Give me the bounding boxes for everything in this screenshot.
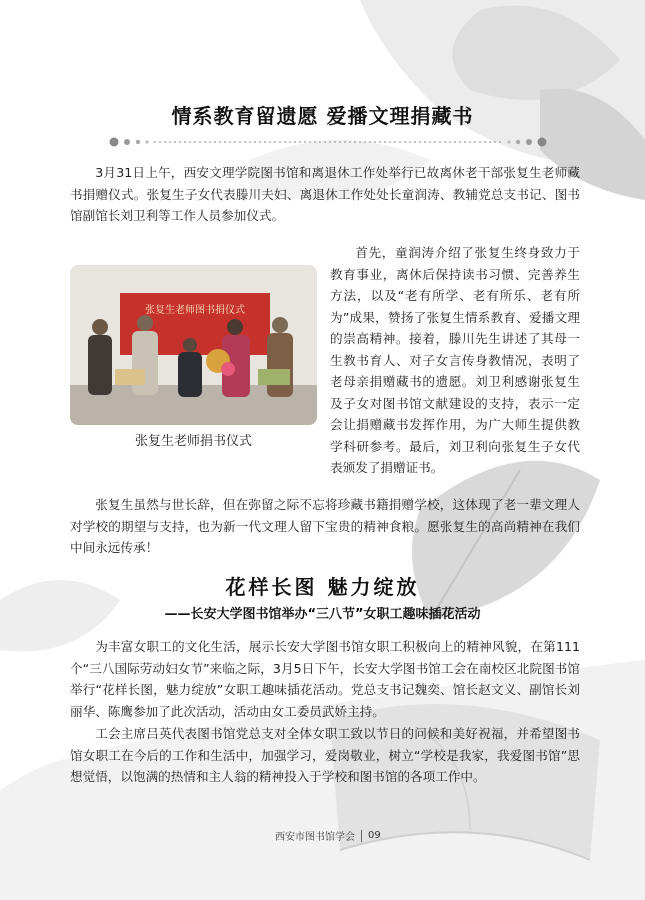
photo-banner-text: 张复生老师图书捐仪式 [145, 305, 245, 316]
page-footer [275, 828, 381, 843]
article2-paragraph-2: 工会主席吕英代表图书馆党总支对全体女职工致以节日的问候和美好祝福，并希望图书馆女职工在今后的工作和生活中，加强学习，爱岗敬业，树立“学校是我家，我爱图书馆”思想觉悟，以饱满的热情和主人翁的精神投入于学校和图书馆的各项工作中。 [70, 726, 580, 784]
article-title: 情系教育留遗愿 爱播文理捐藏书 [171, 104, 474, 128]
page-number: 09 [368, 830, 381, 841]
title-divider [108, 136, 548, 148]
article2-paragraph-1: 为丰富女职工的文化生活，展示长安大学图书馆女职工积极向上的精神风貌，在第111个“三八国际劳动妇女节”来临之际，3月5日下午，长安大学图书馆工会在南校区北院图书馆举行“花样长图，魅力绽放”女职工趣味插花活动。党总支书记魏奕、馆长赵文义、副馆长刘丽华、陈鹰参加了此次活动，活动由女工委员武娇主持。 [70, 639, 580, 719]
donation-ceremony-photo [70, 265, 317, 425]
footer-publication: 西安市图书馆学会 [275, 832, 355, 843]
article1-paragraph-1: 3月31日上午，西安文理学院图书馆和离退休工作处举行已故离休老干部张复生老师藏书捐赠仪式。张复生子女代表滕川夫妇、离退休工作处处长童润涛、教辅党总支书记、图书馆副馆长刘卫利等工作人员参加仪式。 [70, 165, 580, 223]
article1-paragraph-3: 张复生虽然与世长辞，但在弥留之际不忘将珍藏书籍捐赠学校，这体现了老一辈文理人对学校的期望与支持，也为新一代文理人留下宝贵的精神食粮。愿张复生的高尚精神在我们中间永远传承！ [70, 497, 580, 555]
footer-separator [361, 830, 362, 842]
article1-paragraph-2: 首先，童润涛介绍了张复生终身致力于教育事业，离休后保持读书习惯、完善养生方法，以及“老有所学、老有所乐、老有所为”成果，赞扬了张复生情系教育、爱播文理的崇高精神。接着，滕川先生讲述了其母一生教书育人、对子女言传身教情况，表明了老母亲捐赠藏书的遗愿。刘卫利感谢张复生及子女对图书馆文献建设的支持，表示一定会让捐赠藏书发挥作用，为广大师生提供教学科研参考。最后，刘卫利向张复生子女代表颁发了捐赠证书。 [330, 245, 580, 475]
article2-title: 花样长图 魅力绽放 [225, 575, 420, 599]
photo-caption: 张复生老师捐书仪式 [134, 434, 252, 449]
article2-subtitle: ——长安大学图书馆举办“三八节”女职工趣味插花活动 [164, 607, 481, 622]
